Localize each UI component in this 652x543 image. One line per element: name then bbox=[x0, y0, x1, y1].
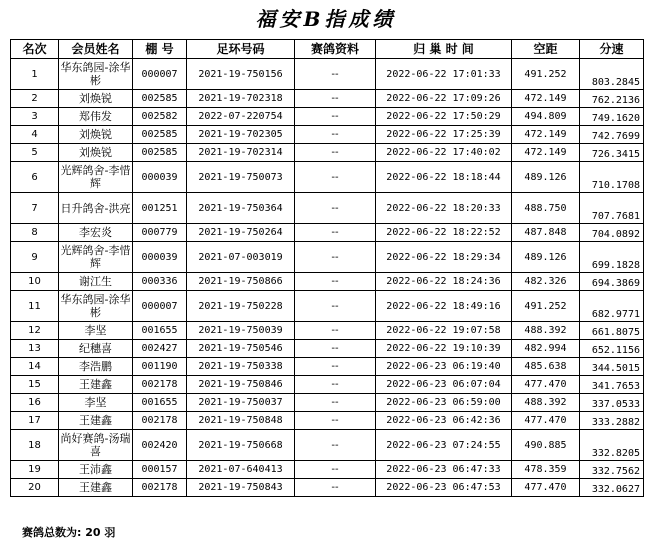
cell-distance: 472.149 bbox=[512, 90, 580, 108]
cell-loft: 002420 bbox=[133, 430, 187, 461]
cell-loft: 000007 bbox=[133, 59, 187, 90]
cell-speed: 704.0892 bbox=[580, 224, 644, 242]
cell-rank: 12 bbox=[11, 322, 59, 340]
cell-distance: 488.750 bbox=[512, 193, 580, 224]
cell-info: -- bbox=[295, 224, 376, 242]
cell-info: -- bbox=[295, 358, 376, 376]
cell-arrival: 2022-06-22 19:10:39 bbox=[376, 340, 512, 358]
cell-member: 李宏炎 bbox=[59, 224, 133, 242]
table-row bbox=[11, 59, 644, 90]
cell-arrival: 2022-06-22 17:01:33 bbox=[376, 59, 512, 90]
cell-speed: 332.0627 bbox=[580, 479, 644, 497]
table-row bbox=[11, 108, 644, 126]
cell-arrival: 2022-06-23 06:42:36 bbox=[376, 412, 512, 430]
cell-speed: 762.2136 bbox=[580, 90, 644, 108]
cell-info: -- bbox=[295, 90, 376, 108]
cell-info: -- bbox=[295, 59, 376, 90]
cell-arrival: 2022-06-22 17:50:29 bbox=[376, 108, 512, 126]
cell-member: 尚好赛鸽-汤瑞喜 bbox=[59, 430, 133, 461]
cell-arrival: 2022-06-23 07:24:55 bbox=[376, 430, 512, 461]
table-row bbox=[11, 193, 644, 224]
cell-distance: 488.392 bbox=[512, 322, 580, 340]
cell-rank: 9 bbox=[11, 242, 59, 273]
cell-loft: 002178 bbox=[133, 479, 187, 497]
cell-info: -- bbox=[295, 340, 376, 358]
cell-distance: 478.359 bbox=[512, 461, 580, 479]
cell-loft: 000007 bbox=[133, 291, 187, 322]
header-info: 赛鸽资料 bbox=[295, 40, 376, 59]
cell-loft: 001655 bbox=[133, 394, 187, 412]
cell-loft: 000157 bbox=[133, 461, 187, 479]
cell-distance: 472.149 bbox=[512, 144, 580, 162]
cell-rank: 13 bbox=[11, 340, 59, 358]
cell-rank: 5 bbox=[11, 144, 59, 162]
table-row bbox=[11, 412, 644, 430]
cell-ring: 2021-19-702305 bbox=[187, 126, 295, 144]
table-row bbox=[11, 224, 644, 242]
cell-speed: 699.1828 bbox=[580, 242, 644, 273]
cell-ring: 2021-07-003019 bbox=[187, 242, 295, 273]
cell-loft: 002585 bbox=[133, 90, 187, 108]
cell-arrival: 2022-06-22 17:09:26 bbox=[376, 90, 512, 108]
cell-member: 郑伟发 bbox=[59, 108, 133, 126]
cell-arrival: 2022-06-22 18:18:44 bbox=[376, 162, 512, 193]
cell-rank: 11 bbox=[11, 291, 59, 322]
cell-member: 刘焕锐 bbox=[59, 144, 133, 162]
cell-speed: 652.1156 bbox=[580, 340, 644, 358]
cell-loft: 000039 bbox=[133, 162, 187, 193]
cell-member: 王建鑫 bbox=[59, 479, 133, 497]
cell-member: 刘焕锐 bbox=[59, 90, 133, 108]
cell-speed: 332.8205 bbox=[580, 430, 644, 461]
cell-distance: 477.470 bbox=[512, 376, 580, 394]
cell-speed: 803.2845 bbox=[580, 59, 644, 90]
table-row bbox=[11, 322, 644, 340]
cell-member: 光辉鸽舍-李惜辉 bbox=[59, 162, 133, 193]
cell-member: 王建鑫 bbox=[59, 376, 133, 394]
cell-info: -- bbox=[295, 479, 376, 497]
cell-info: -- bbox=[295, 291, 376, 322]
cell-speed: 710.1708 bbox=[580, 162, 644, 193]
cell-info: -- bbox=[295, 273, 376, 291]
cell-arrival: 2022-06-23 06:59:00 bbox=[376, 394, 512, 412]
cell-ring: 2021-19-750037 bbox=[187, 394, 295, 412]
cell-rank: 14 bbox=[11, 358, 59, 376]
cell-arrival: 2022-06-23 06:47:33 bbox=[376, 461, 512, 479]
cell-distance: 482.994 bbox=[512, 340, 580, 358]
cell-rank: 7 bbox=[11, 193, 59, 224]
cell-distance: 489.126 bbox=[512, 162, 580, 193]
cell-arrival: 2022-06-22 18:22:52 bbox=[376, 224, 512, 242]
cell-rank: 3 bbox=[11, 108, 59, 126]
table-row bbox=[11, 479, 644, 497]
cell-arrival: 2022-06-22 17:40:02 bbox=[376, 144, 512, 162]
cell-rank: 8 bbox=[11, 224, 59, 242]
cell-distance: 477.470 bbox=[512, 412, 580, 430]
cell-info: -- bbox=[295, 412, 376, 430]
cell-member: 王沛鑫 bbox=[59, 461, 133, 479]
cell-loft: 002427 bbox=[133, 340, 187, 358]
cell-member: 谢江生 bbox=[59, 273, 133, 291]
cell-rank: 19 bbox=[11, 461, 59, 479]
cell-arrival: 2022-06-22 18:20:33 bbox=[376, 193, 512, 224]
table-row bbox=[11, 90, 644, 108]
cell-arrival: 2022-06-22 18:29:34 bbox=[376, 242, 512, 273]
cell-member: 李坚 bbox=[59, 394, 133, 412]
cell-info: -- bbox=[295, 322, 376, 340]
table-row bbox=[11, 126, 644, 144]
cell-distance: 482.326 bbox=[512, 273, 580, 291]
cell-distance: 472.149 bbox=[512, 126, 580, 144]
cell-speed: 333.2882 bbox=[580, 412, 644, 430]
cell-member: 华东鸽园-涂华彬 bbox=[59, 59, 133, 90]
cell-ring: 2021-19-750848 bbox=[187, 412, 295, 430]
cell-arrival: 2022-06-22 19:07:58 bbox=[376, 322, 512, 340]
cell-speed: 694.3869 bbox=[580, 273, 644, 291]
cell-speed: 707.7681 bbox=[580, 193, 644, 224]
cell-ring: 2022-07-220754 bbox=[187, 108, 295, 126]
cell-ring: 2021-19-750668 bbox=[187, 430, 295, 461]
cell-distance: 491.252 bbox=[512, 59, 580, 90]
cell-member: 刘焕锐 bbox=[59, 126, 133, 144]
cell-ring: 2021-19-702314 bbox=[187, 144, 295, 162]
cell-ring: 2021-19-750264 bbox=[187, 224, 295, 242]
cell-ring: 2021-19-750846 bbox=[187, 376, 295, 394]
cell-loft: 001190 bbox=[133, 358, 187, 376]
cell-arrival: 2022-06-23 06:19:40 bbox=[376, 358, 512, 376]
cell-distance: 487.848 bbox=[512, 224, 580, 242]
cell-member: 日升鸽舍-洪亮 bbox=[59, 193, 133, 224]
cell-rank: 1 bbox=[11, 59, 59, 90]
cell-speed: 332.7562 bbox=[580, 461, 644, 479]
table-row bbox=[11, 376, 644, 394]
cell-distance: 490.885 bbox=[512, 430, 580, 461]
cell-ring: 2021-19-750843 bbox=[187, 479, 295, 497]
cell-speed: 742.7699 bbox=[580, 126, 644, 144]
cell-member: 李坚 bbox=[59, 322, 133, 340]
table-row bbox=[11, 340, 644, 358]
cell-ring: 2021-19-750866 bbox=[187, 273, 295, 291]
cell-ring: 2021-19-702318 bbox=[187, 90, 295, 108]
table-row bbox=[11, 162, 644, 193]
table-row bbox=[11, 461, 644, 479]
cell-distance: 491.252 bbox=[512, 291, 580, 322]
table-row bbox=[11, 430, 644, 461]
header-loft: 棚 号 bbox=[133, 40, 187, 59]
cell-info: -- bbox=[295, 193, 376, 224]
cell-ring: 2021-19-750073 bbox=[187, 162, 295, 193]
cell-loft: 000336 bbox=[133, 273, 187, 291]
cell-member: 纪穗喜 bbox=[59, 340, 133, 358]
cell-speed: 749.1620 bbox=[580, 108, 644, 126]
cell-info: -- bbox=[295, 162, 376, 193]
cell-info: -- bbox=[295, 376, 376, 394]
table-header-row bbox=[11, 40, 644, 59]
cell-distance: 489.126 bbox=[512, 242, 580, 273]
cell-loft: 002582 bbox=[133, 108, 187, 126]
cell-info: -- bbox=[295, 394, 376, 412]
cell-distance: 488.392 bbox=[512, 394, 580, 412]
table-row bbox=[11, 291, 644, 322]
cell-loft: 002585 bbox=[133, 144, 187, 162]
cell-ring: 2021-07-640413 bbox=[187, 461, 295, 479]
table-row bbox=[11, 394, 644, 412]
table-row bbox=[11, 358, 644, 376]
cell-loft: 000039 bbox=[133, 242, 187, 273]
cell-speed: 337.0533 bbox=[580, 394, 644, 412]
cell-info: -- bbox=[295, 126, 376, 144]
cell-rank: 4 bbox=[11, 126, 59, 144]
cell-member: 华东鸽园-涂华彬 bbox=[59, 291, 133, 322]
total-count: 赛鸽总数为: 20 羽 bbox=[22, 526, 116, 539]
cell-loft: 002585 bbox=[133, 126, 187, 144]
cell-rank: 6 bbox=[11, 162, 59, 193]
cell-rank: 15 bbox=[11, 376, 59, 394]
cell-info: -- bbox=[295, 108, 376, 126]
cell-arrival: 2022-06-22 18:49:16 bbox=[376, 291, 512, 322]
cell-distance: 477.470 bbox=[512, 479, 580, 497]
cell-rank: 16 bbox=[11, 394, 59, 412]
cell-rank: 17 bbox=[11, 412, 59, 430]
cell-member: 李浩鹏 bbox=[59, 358, 133, 376]
cell-arrival: 2022-06-23 06:47:53 bbox=[376, 479, 512, 497]
cell-member: 王建鑫 bbox=[59, 412, 133, 430]
cell-ring: 2021-19-750039 bbox=[187, 322, 295, 340]
cell-distance: 485.638 bbox=[512, 358, 580, 376]
header-arrival: 归 巢 时 间 bbox=[376, 40, 512, 59]
header-speed: 分速 bbox=[580, 40, 644, 59]
cell-speed: 344.5015 bbox=[580, 358, 644, 376]
page-title: 福安B指成绩 bbox=[255, 7, 397, 31]
table-row bbox=[11, 144, 644, 162]
cell-loft: 001655 bbox=[133, 322, 187, 340]
cell-arrival: 2022-06-22 18:24:36 bbox=[376, 273, 512, 291]
cell-info: -- bbox=[295, 430, 376, 461]
cell-rank: 2 bbox=[11, 90, 59, 108]
cell-arrival: 2022-06-23 06:07:04 bbox=[376, 376, 512, 394]
cell-loft: 001251 bbox=[133, 193, 187, 224]
cell-member: 光辉鸽舍-李惜辉 bbox=[59, 242, 133, 273]
table-row bbox=[11, 273, 644, 291]
cell-loft: 000779 bbox=[133, 224, 187, 242]
cell-ring: 2021-19-750338 bbox=[187, 358, 295, 376]
results-table bbox=[10, 39, 644, 497]
cell-distance: 494.809 bbox=[512, 108, 580, 126]
header-ring: 足环号码 bbox=[187, 40, 295, 59]
cell-rank: 10 bbox=[11, 273, 59, 291]
cell-info: -- bbox=[295, 461, 376, 479]
cell-speed: 661.8075 bbox=[580, 322, 644, 340]
header-member: 会员姓名 bbox=[59, 40, 133, 59]
cell-ring: 2021-19-750156 bbox=[187, 59, 295, 90]
table-row bbox=[11, 242, 644, 273]
cell-loft: 002178 bbox=[133, 376, 187, 394]
cell-speed: 341.7653 bbox=[580, 376, 644, 394]
cell-arrival: 2022-06-22 17:25:39 bbox=[376, 126, 512, 144]
cell-ring: 2021-19-750228 bbox=[187, 291, 295, 322]
cell-loft: 002178 bbox=[133, 412, 187, 430]
cell-ring: 2021-19-750546 bbox=[187, 340, 295, 358]
table-body bbox=[11, 59, 644, 497]
header-rank: 名次 bbox=[11, 40, 59, 59]
cell-speed: 726.3415 bbox=[580, 144, 644, 162]
cell-info: -- bbox=[295, 144, 376, 162]
cell-info: -- bbox=[295, 242, 376, 273]
cell-speed: 682.9771 bbox=[580, 291, 644, 322]
header-distance: 空距 bbox=[512, 40, 580, 59]
cell-ring: 2021-19-750364 bbox=[187, 193, 295, 224]
cell-rank: 20 bbox=[11, 479, 59, 497]
cell-rank: 18 bbox=[11, 430, 59, 461]
